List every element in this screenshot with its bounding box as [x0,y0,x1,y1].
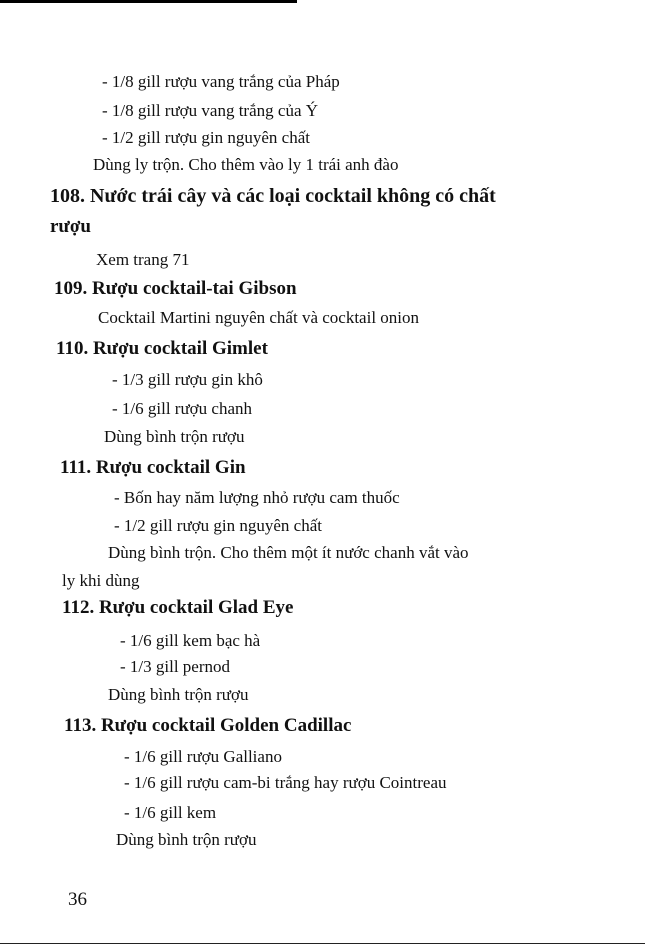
list-item: - 1/6 gill kem bạc hà [120,631,261,650]
list-item: - 1/2 gill rượu gin nguyên chất [114,516,323,535]
section-heading-113: 113. Rượu cocktail Golden Cadillac [64,715,352,736]
instruction-text: Dùng bình trộn. Cho thêm một ít nước chanh vắt vào [108,543,469,562]
page-number: 36 [68,889,87,910]
list-item: - 1/6 gill rượu Galliano [124,747,282,766]
instruction-text: ly khi dùng [62,571,140,590]
bottom-rule [0,943,645,944]
list-item: - 1/8 gill rượu vang trắng của Ý [102,101,319,120]
instruction-text: Xem trang 71 [96,250,190,269]
instruction-text: Dùng bình trộn rượu [108,685,249,704]
list-item: - Bốn hay năm lượng nhỏ rượu cam thuốc [114,488,400,507]
instruction-text: Cocktail Martini nguyên chất và cocktail onion [98,308,420,327]
section-heading-108: 108. Nước trái cây và các loại cocktail không có chất [50,185,496,207]
instruction-text: Dùng bình trộn rượu [116,830,257,849]
top-rule [0,0,297,3]
list-item: - 1/3 gill pernod [120,657,231,676]
section-heading-111: 111. Rượu cocktail Gin [60,457,246,478]
list-item: - 1/3 gill rượu gin khô [112,370,263,389]
list-item: - 1/6 gill kem [124,803,217,822]
list-item: - 1/6 gill rượu chanh [112,399,253,418]
instruction-text: Dùng bình trộn rượu [104,427,245,446]
section-heading-110: 110. Rượu cocktail Gimlet [56,338,268,359]
section-heading-109: 109. Rượu cocktail-tai Gibson [54,278,297,299]
list-item: - 1/8 gill rượu vang trắng của Pháp [102,72,340,91]
section-heading-112: 112. Rượu cocktail Glad Eye [62,597,294,618]
list-item: - 1/6 gill rượu cam-bi trắng hay rượu Cointreau [124,773,447,792]
list-item: - 1/2 gill rượu gin nguyên chất [102,128,311,147]
section-heading-108-cont: rượu [50,216,91,237]
instruction-text: Dùng ly trộn. Cho thêm vào ly 1 trái anh đào [93,155,399,174]
